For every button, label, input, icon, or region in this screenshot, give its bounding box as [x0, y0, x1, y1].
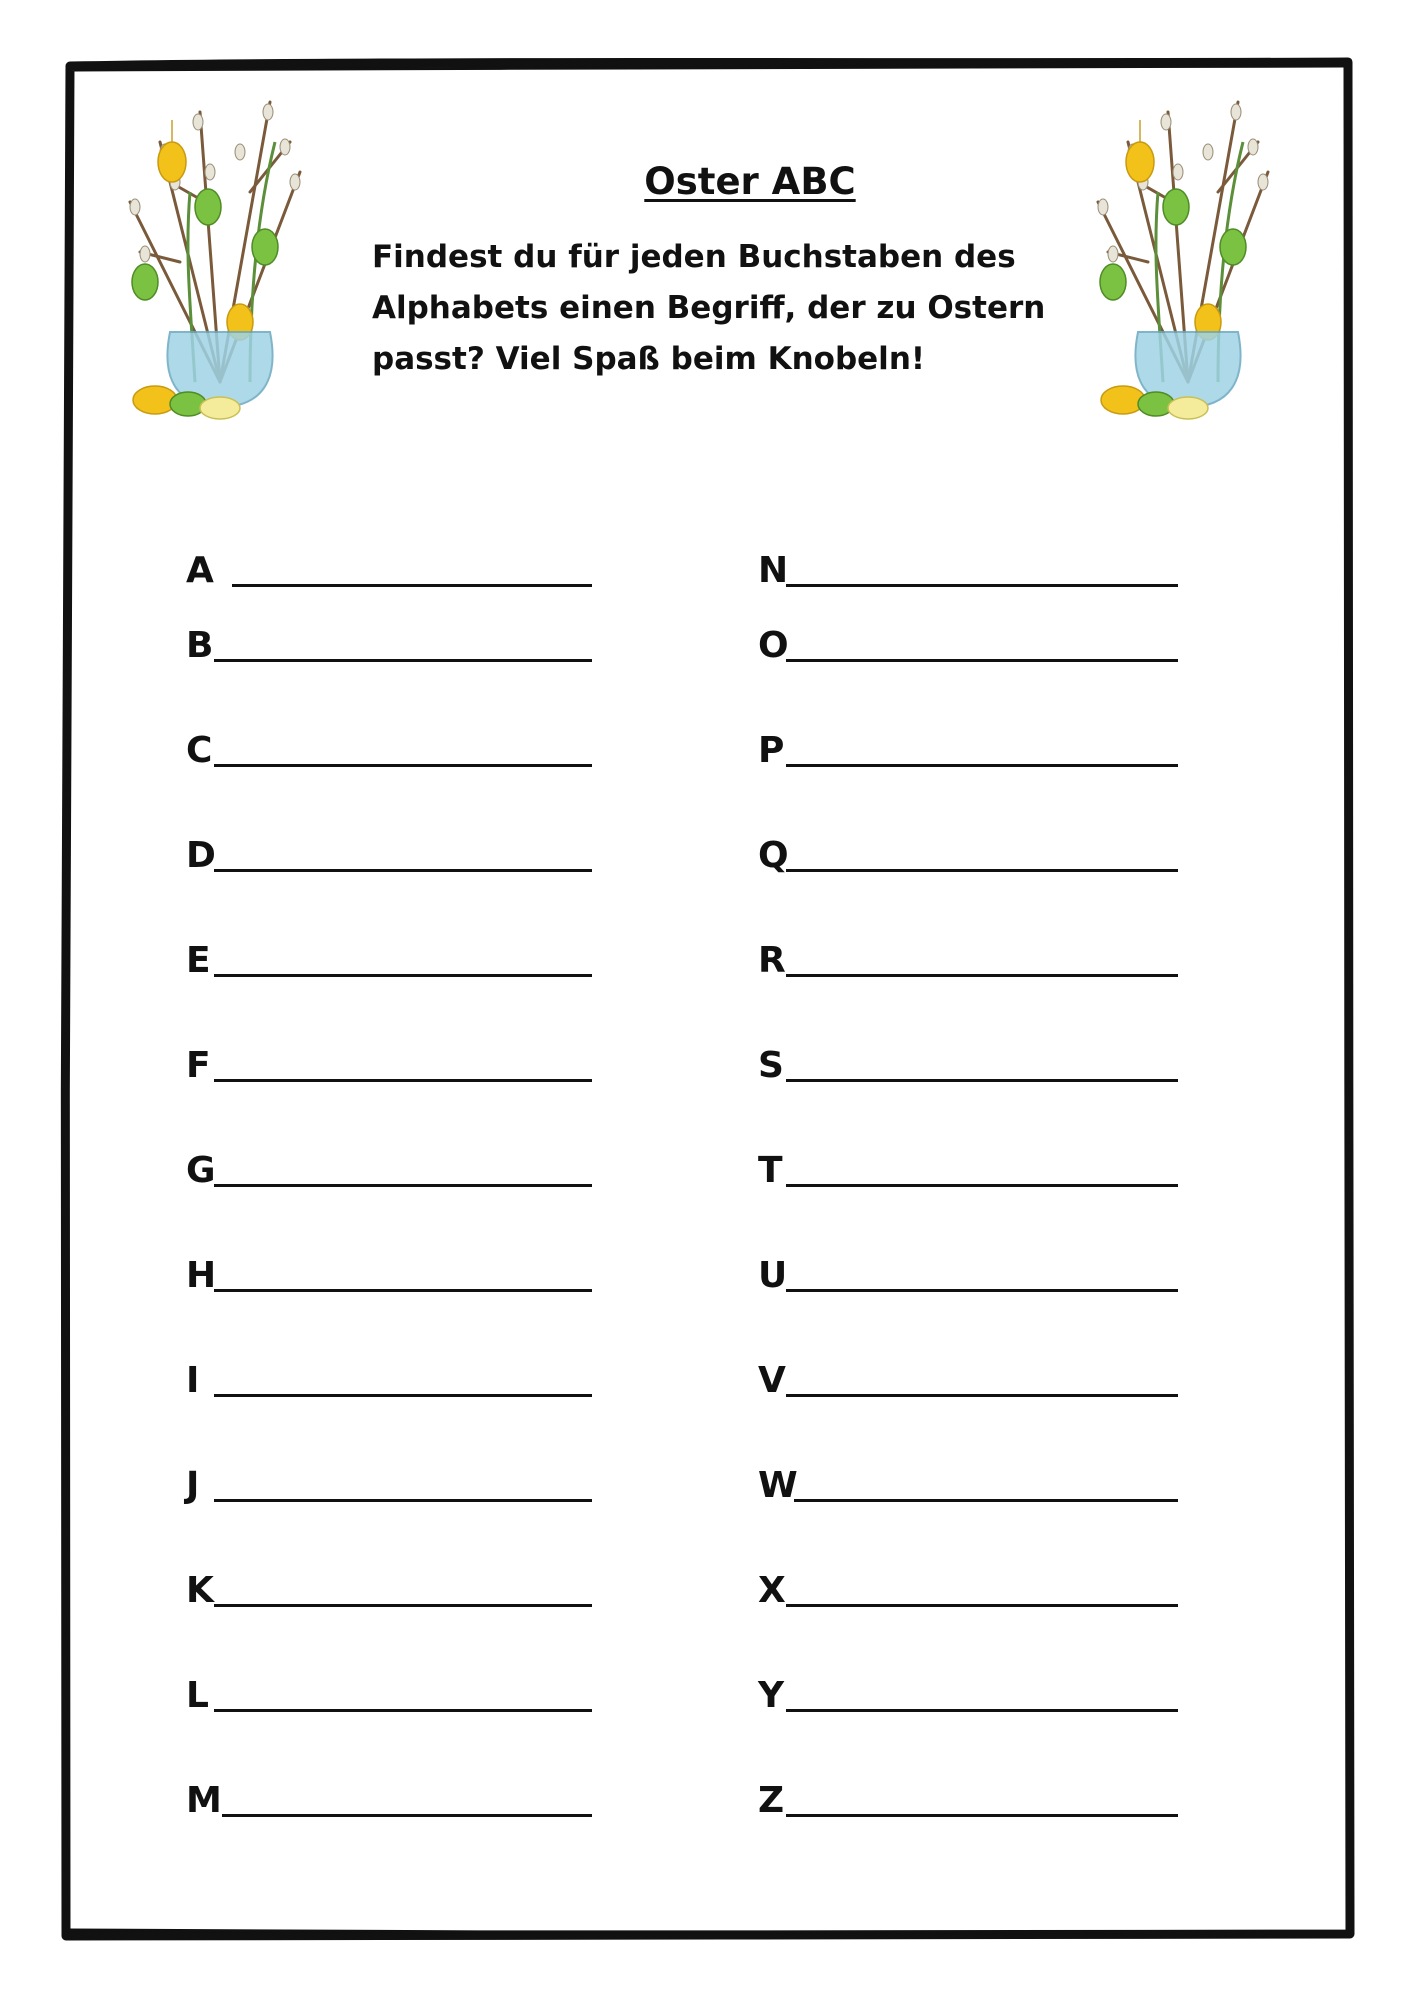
answer-line[interactable] [786, 764, 1178, 767]
intro-line: Alphabets einen Begriff, der zu Ostern [372, 290, 1046, 326]
intro-text [372, 232, 1052, 385]
letter-label: N [758, 550, 789, 591]
answer-row [186, 1250, 592, 1300]
answer-line[interactable] [214, 1184, 592, 1187]
answer-row [758, 830, 1178, 880]
easter-branches-vase-icon [1068, 82, 1308, 422]
letter-label: I [186, 1360, 200, 1401]
intro-line: Findest du für jeden Buchstaben des [372, 239, 1016, 275]
letter-label: Z [758, 1780, 785, 1821]
letter-label: H [186, 1255, 217, 1296]
answer-row [758, 1565, 1178, 1615]
letter-label: O [758, 625, 789, 666]
answer-row [758, 1355, 1178, 1405]
letter-label: S [758, 1045, 784, 1086]
answer-line[interactable] [214, 1499, 592, 1502]
page-title: Oster ABC [644, 160, 856, 203]
letter-label: K [186, 1570, 214, 1611]
answer-row [186, 1040, 592, 1090]
answer-row [186, 1670, 592, 1720]
answer-line[interactable] [794, 1499, 1178, 1502]
answer-row [186, 620, 592, 670]
letter-label: A [186, 550, 214, 591]
letter-label: F [186, 1045, 211, 1086]
answer-row [186, 1775, 592, 1825]
answer-row [186, 725, 592, 775]
letter-label: Q [758, 835, 789, 876]
answer-line[interactable] [214, 659, 592, 662]
letter-label: R [758, 940, 786, 981]
letter-label: U [758, 1255, 788, 1296]
answer-line[interactable] [786, 1184, 1178, 1187]
answer-line[interactable] [786, 974, 1178, 977]
letter-label: D [186, 835, 216, 876]
answer-line[interactable] [786, 1814, 1178, 1817]
answer-row [758, 1250, 1178, 1300]
answer-row [758, 545, 1178, 595]
answer-line[interactable] [786, 1079, 1178, 1082]
answer-line[interactable] [214, 1604, 592, 1607]
answer-row [186, 830, 592, 880]
answer-line[interactable] [214, 869, 592, 872]
answer-line[interactable] [786, 1709, 1178, 1712]
answer-row [758, 1460, 1178, 1510]
intro-line: passt? Viel Spaß beim Knobeln! [372, 341, 926, 377]
answer-line[interactable] [214, 974, 592, 977]
answer-row [186, 1355, 592, 1405]
answer-row [758, 1775, 1178, 1825]
answer-row [186, 935, 592, 985]
answer-row [186, 545, 592, 595]
answer-row [758, 1040, 1178, 1090]
letter-label: J [186, 1465, 200, 1506]
easter-branches-vase-icon [100, 82, 340, 422]
letter-label: V [758, 1360, 786, 1401]
answer-row [758, 725, 1178, 775]
answer-row [758, 1670, 1178, 1720]
answer-line[interactable] [222, 1814, 592, 1817]
answer-line[interactable] [232, 584, 592, 587]
answer-row [186, 1145, 592, 1195]
letter-label: Y [758, 1675, 785, 1716]
letter-label: E [186, 940, 211, 981]
letter-label: T [758, 1150, 783, 1191]
answer-row [186, 1565, 592, 1615]
answer-line[interactable] [786, 1289, 1178, 1292]
answer-row [758, 935, 1178, 985]
answer-line[interactable] [214, 764, 592, 767]
answer-line[interactable] [786, 1604, 1178, 1607]
answer-line[interactable] [214, 1079, 592, 1082]
answer-row [186, 1460, 592, 1510]
letter-label: L [186, 1675, 209, 1716]
answer-line[interactable] [214, 1709, 592, 1712]
answer-line[interactable] [786, 1394, 1178, 1397]
letter-label: G [186, 1150, 216, 1191]
letter-label: M [186, 1780, 222, 1821]
answer-line[interactable] [214, 1394, 592, 1397]
letter-label: B [186, 625, 214, 666]
answer-row [758, 1145, 1178, 1195]
letter-label: X [758, 1570, 786, 1611]
answer-row [758, 620, 1178, 670]
letter-label: W [758, 1465, 798, 1506]
answer-line[interactable] [214, 1289, 592, 1292]
answer-line[interactable] [786, 659, 1178, 662]
letter-label: P [758, 730, 785, 771]
answer-line[interactable] [786, 869, 1178, 872]
letter-label: C [186, 730, 213, 771]
answer-line[interactable] [786, 584, 1178, 587]
